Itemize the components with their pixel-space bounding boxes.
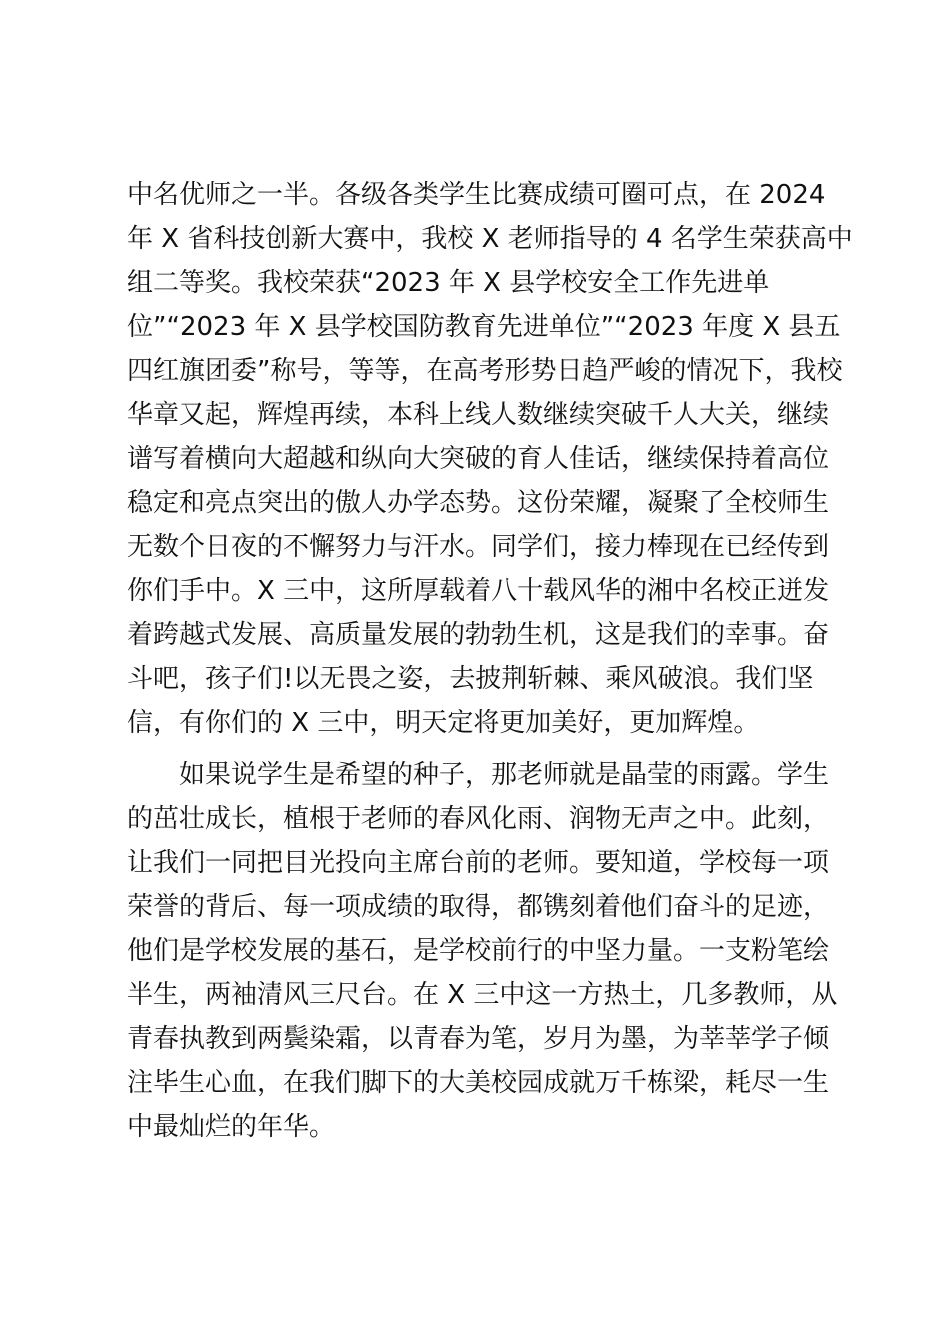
paragraph-line: 斗吧，孩子们!以无畏之姿，去披荆斩棘、乘风破浪。我们坚 (127, 664, 814, 694)
paragraph-line: 让我们一同把目光投向主席台前的老师。要知道，学校每一项 (127, 848, 830, 878)
paragraph-line: 半生，两袖清风三尺台。在 X 三中这一方热土，几多教师，从 (127, 980, 838, 1010)
paragraph-line: 青春执教到两鬓染霜，以青春为笔，岁月为墨，为莘莘学子倾 (127, 1024, 830, 1054)
paragraph-first-line: 如果说学生是希望的种子，那老师就是晶莹的雨露。学生 (179, 760, 830, 790)
paragraph-line: 华章又起，辉煌再续，本科上线人数继续突破千人大关，继续 (127, 400, 830, 430)
paragraph-line: 四红旗团委”称号，等等，在高考形势日趋严峻的情况下，我校 (127, 356, 843, 386)
paragraph-line: 位”“2023 年 X 县学校国防教育先进单位”“2023 年度 X 县五 (127, 312, 841, 342)
paragraph-1 (127, 173, 853, 745)
paragraph-line: 年 X 省科技创新大赛中，我校 X 老师指导的 4 名学生荣获高中 (127, 224, 853, 254)
paragraph-line: 谱写着横向大超越和纵向大突破的育人佳话，继续保持着高位 (127, 444, 830, 474)
paragraph-line: 无数个日夜的不懈努力与汗水。同学们，接力棒现在已经传到 (127, 532, 830, 562)
paragraph-2 (127, 753, 838, 1149)
paragraph-line: 着跨越式发展、高质量发展的勃勃生机，这是我们的幸事。奋 (127, 620, 830, 650)
paragraph-line: 组二等奖。我校荣获“2023 年 X 县学校安全工作先进单 (127, 268, 770, 298)
paragraph-line: 中最灿烂的年华。 (127, 1112, 336, 1142)
paragraph-line: 的茁壮成长，植根于老师的春风化雨、润物无声之中。此刻， (127, 804, 830, 834)
paragraph-line: 你们手中。X 三中，这所厚载着八十载风华的湘中名校正迸发 (127, 576, 830, 606)
paragraph-line: 中名优师之一半。各级各类学生比赛成绩可圈可点，在 2024 (127, 180, 826, 210)
paragraph-line: 注毕生心血，在我们脚下的大美校园成就万千栋梁，耗尽一生 (127, 1068, 830, 1098)
paragraph-line: 他们是学校发展的基石，是学校前行的中坚力量。一支粉笔绘 (127, 936, 830, 966)
paragraph-line: 信，有你们的 X 三中，明天定将更加美好，更加辉煌。 (127, 708, 760, 738)
paragraph-line: 稳定和亮点突出的傲人办学态势。这份荣耀，凝聚了全校师生 (127, 488, 830, 518)
paragraph-line: 荣誉的背后、每一项成绩的取得，都镌刻着他们奋斗的足迹， (127, 892, 830, 922)
